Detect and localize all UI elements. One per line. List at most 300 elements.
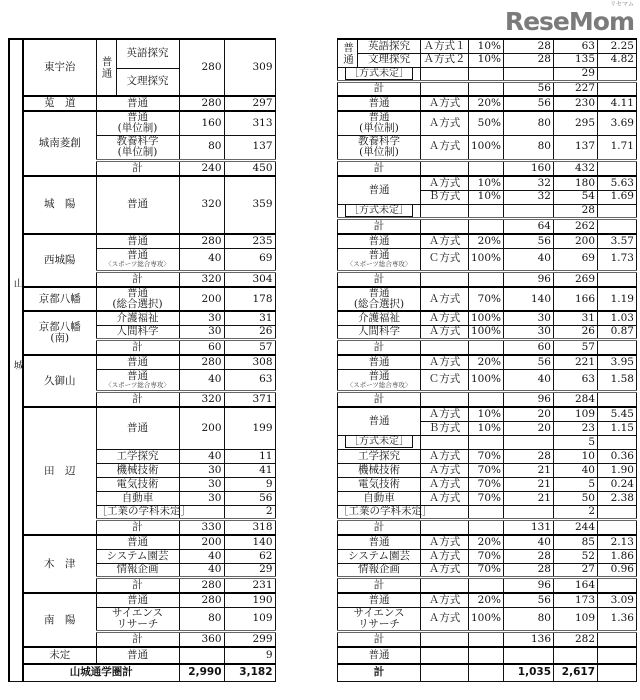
capacity-cell: 28	[504, 39, 554, 53]
school-name	[23, 647, 96, 664]
course-note: 〈スポーツ総合専攻〉	[105, 260, 170, 269]
course-name: 普通	[127, 649, 148, 662]
ratio-cell: 70%	[469, 549, 504, 563]
course-name: ［工業の学科未定］	[96, 505, 191, 518]
course-name: 普通	[368, 183, 390, 196]
method-cell	[421, 435, 469, 449]
capacity-cell: 28	[504, 549, 554, 563]
method-cell	[421, 204, 469, 218]
course-cell	[338, 593, 421, 607]
applicants-cell: 235	[224, 234, 275, 248]
table-row	[338, 563, 637, 577]
course-cell	[338, 535, 421, 549]
multiplier-cell: 0.24	[598, 477, 637, 491]
ratio-cell: 70%	[469, 463, 504, 477]
ratio-cell: 10%	[469, 421, 504, 435]
grand-total-row	[9, 664, 275, 681]
ratio-cell: 70%	[469, 563, 504, 577]
school-name	[23, 176, 96, 234]
course-name: 英語探究	[126, 47, 169, 60]
course-cell	[358, 39, 421, 53]
multiplier-cell: 0.96	[598, 563, 637, 577]
applicants-cell: 221	[554, 355, 598, 369]
course-cell	[96, 593, 179, 607]
table-row	[9, 234, 275, 248]
ratio-cell	[469, 218, 504, 234]
capacity-cell: 280	[179, 355, 224, 369]
method-cell: Ｃ方式	[421, 248, 469, 271]
course-name: 普通	[368, 414, 390, 427]
capacity-cell: 96	[504, 391, 554, 407]
applicants-cell: 2	[554, 505, 598, 519]
multiplier-cell: 4.11	[598, 96, 637, 111]
capacity-cell: 200	[179, 407, 224, 449]
table-row	[338, 593, 637, 607]
capacity-cell: 320	[179, 271, 224, 287]
method-cell: Ａ方式	[421, 311, 469, 325]
method-cell: Ａ方式	[421, 607, 469, 631]
table-row	[338, 491, 637, 505]
applicants-cell: 54	[554, 190, 598, 204]
applicants-cell: 29	[224, 563, 275, 577]
table-row	[338, 607, 637, 631]
school-name-sub: (南)	[50, 332, 70, 345]
capacity-cell: 30	[179, 463, 224, 477]
table-row	[338, 135, 637, 160]
capacity-cell: 30	[179, 491, 224, 505]
ratio-cell: 100%	[469, 369, 504, 391]
course-name: 計	[373, 520, 385, 533]
table-row	[338, 339, 637, 355]
method-cell: Ａ方式	[421, 234, 469, 248]
capacity-cell: 131	[504, 519, 554, 535]
applicants-cell: 11	[224, 449, 275, 463]
capacity-cell: 40	[179, 563, 224, 577]
capacity-cell: 21	[504, 463, 554, 477]
course-cell	[338, 67, 421, 81]
multiplier-cell: 2.38	[598, 491, 637, 505]
applicants-cell: 297	[224, 96, 275, 111]
course-name: 普通	[127, 96, 148, 109]
applicants-cell: 56	[224, 491, 275, 505]
course-cell	[96, 355, 179, 369]
method-cell: Ａ方式	[421, 549, 469, 563]
multiplier-cell: 5.45	[598, 407, 637, 421]
multiplier-cell: 2.25	[598, 39, 637, 53]
capacity-cell: 320	[179, 391, 224, 407]
course-name: サイエンス	[111, 606, 164, 619]
table-row	[338, 369, 637, 391]
course-name: 計	[132, 520, 143, 533]
table-row	[338, 311, 637, 325]
multiplier-cell	[598, 519, 637, 535]
subtotal-label	[96, 391, 179, 407]
school-name-text: 未定	[49, 649, 71, 662]
course-subline: (単位制)	[117, 122, 158, 135]
method-cell: Ａ方式	[421, 135, 469, 160]
region-label: 山城	[9, 39, 23, 681]
course-name: 普通	[368, 249, 390, 262]
grand-total-label: 山城通学圏計	[23, 664, 179, 681]
subtotal-label	[338, 339, 421, 355]
multiplier-cell	[598, 631, 637, 647]
course-cell	[338, 607, 421, 631]
method-cell: Ａ方式	[421, 593, 469, 607]
applicants-cell	[554, 647, 598, 664]
table-row	[338, 477, 637, 491]
table-row	[338, 67, 637, 81]
course-name: 普通	[127, 535, 148, 548]
course-cell	[96, 311, 179, 325]
capacity-cell: 32	[504, 176, 554, 190]
course-name: 情報企画	[358, 563, 400, 576]
course-name: 計	[373, 272, 385, 285]
capacity-cell	[504, 647, 554, 664]
subtotal-label	[96, 339, 179, 355]
multiplier-cell	[598, 67, 637, 81]
course-name: 計	[132, 340, 143, 353]
method-cell: Ａ方式	[421, 463, 469, 477]
applicants-cell: 109	[224, 607, 275, 631]
school-name-text: 木 津	[44, 557, 76, 570]
subtotal-label	[338, 391, 421, 407]
applicants-cell: 295	[554, 111, 598, 135]
school-name	[23, 234, 96, 287]
table-row	[338, 234, 637, 248]
course-name: ［方式未定］	[345, 67, 413, 80]
ratio-cell	[469, 67, 504, 81]
course-cell	[338, 135, 421, 160]
course-name: 普通	[127, 421, 148, 434]
subtotal-label	[338, 81, 421, 96]
course-name: 電気技術	[116, 477, 159, 490]
ratio-cell	[469, 577, 504, 593]
ratio-cell	[469, 339, 504, 355]
grand-total-applicants: 2,617	[554, 664, 598, 681]
course-cell	[338, 111, 421, 135]
course-cell	[96, 96, 179, 111]
table-row	[9, 39, 275, 68]
ratio-cell	[469, 160, 504, 176]
applicants-cell: 63	[554, 369, 598, 391]
table-row	[338, 271, 637, 287]
capacity-cell: 280	[179, 96, 224, 111]
school-name-text: 城 陽	[44, 198, 76, 211]
table-row	[338, 577, 637, 593]
capacity-cell	[504, 435, 554, 449]
course-note: 〈スポーツ総合専攻〉	[346, 260, 412, 269]
course-cell	[96, 647, 179, 664]
method-cell	[421, 67, 469, 81]
applicants-cell: 26	[224, 325, 275, 339]
table-row	[338, 204, 637, 218]
capacity-cell: 330	[179, 519, 224, 535]
multiplier-cell: 3.69	[598, 111, 637, 135]
course-cell	[96, 325, 179, 339]
capacity-cell: 240	[179, 160, 224, 176]
course-cell	[116, 68, 179, 96]
applicants-cell: 10	[554, 449, 598, 463]
method-cell	[421, 577, 469, 593]
course-name: 計	[373, 392, 385, 405]
course-name: 計	[373, 340, 385, 353]
ratio-cell: 10%	[469, 190, 504, 204]
applicants-cell: 371	[224, 391, 275, 407]
table-row	[338, 549, 637, 563]
applicants-cell: 166	[554, 287, 598, 311]
capacity-cell: 40	[179, 369, 224, 391]
course-name: サイエンス	[353, 606, 405, 619]
ratio-cell	[469, 519, 504, 535]
method-cell: Ａ方式	[421, 287, 469, 311]
table-row	[338, 248, 637, 271]
course-name: 人間科学	[358, 325, 400, 338]
ratio-cell: 70%	[469, 491, 504, 505]
multiplier-cell	[598, 647, 637, 664]
ratio-cell: 100%	[469, 135, 504, 160]
capacity-cell: 30	[179, 477, 224, 491]
school-name	[23, 111, 96, 176]
course-cell	[338, 176, 421, 204]
course-cell	[338, 369, 421, 391]
capacity-cell: 140	[504, 287, 554, 311]
capacity-cell: 28	[504, 449, 554, 463]
applicants-cell: 284	[554, 391, 598, 407]
course-cell	[338, 287, 421, 311]
table-row	[338, 449, 637, 463]
applicants-cell: 31	[554, 311, 598, 325]
course-name: 自動車	[121, 491, 154, 504]
method-cell	[421, 339, 469, 355]
method-cell	[421, 519, 469, 535]
table-row	[9, 111, 275, 135]
capacity-cell: 40	[504, 248, 554, 271]
table-row	[338, 435, 637, 449]
ratio-cell: 70%	[469, 477, 504, 491]
multiplier-cell: 0.36	[598, 449, 637, 463]
course-name: 普通	[368, 593, 390, 606]
method-cell: Ａ方式	[421, 535, 469, 549]
right-table-admissions	[337, 38, 637, 682]
applicants-cell: 52	[554, 549, 598, 563]
table-row	[338, 407, 637, 421]
capacity-cell: 30	[504, 325, 554, 339]
course-cell	[338, 234, 421, 248]
capacity-cell: 20	[504, 421, 554, 435]
multiplier-cell: 1.71	[598, 135, 637, 160]
school-name	[23, 287, 96, 311]
capacity-cell: 200	[179, 535, 224, 549]
course-cell	[338, 647, 421, 664]
course-cell	[338, 463, 421, 477]
table-row	[338, 81, 637, 96]
course-cell	[96, 505, 191, 519]
capacity-cell	[179, 647, 224, 664]
applicants-cell: 62	[224, 549, 275, 563]
course-cell	[338, 449, 421, 463]
course-name: ［方式未定］	[345, 435, 413, 448]
applicants-cell: 109	[554, 607, 598, 631]
applicants-cell: 69	[554, 248, 598, 271]
method-cell: Ａ方式	[421, 407, 469, 421]
capacity-cell: 200	[179, 287, 224, 311]
course-name: ［方式未定］	[345, 204, 413, 217]
ratio-cell: 20%	[469, 234, 504, 248]
applicants-cell: 269	[554, 271, 598, 287]
multiplier-cell: 5.63	[598, 176, 637, 190]
method-cell	[421, 391, 469, 407]
capacity-cell: 20	[504, 407, 554, 421]
ratio-cell: 10%	[469, 407, 504, 421]
applicants-cell: 313	[224, 111, 275, 135]
subtotal-label	[338, 271, 421, 287]
ratio-cell	[469, 271, 504, 287]
course-name: 普通	[127, 111, 148, 124]
method-cell: Ａ方式	[421, 449, 469, 463]
subtotal-label	[96, 160, 179, 176]
ratio-cell	[469, 505, 504, 519]
method-cell: Ａ方式	[421, 96, 469, 111]
course-cell	[96, 407, 179, 449]
capacity-cell: 40	[504, 535, 554, 549]
capacity-cell: 56	[504, 355, 554, 369]
capacity-cell: 40	[504, 369, 554, 391]
grand-total-multiplier	[598, 664, 637, 681]
course-name: 計	[373, 219, 385, 232]
capacity-cell: 160	[179, 111, 224, 135]
table-row	[9, 647, 275, 664]
course-cell	[96, 111, 179, 135]
applicants-cell: 178	[224, 287, 275, 311]
school-name-text: 城南菱創	[38, 136, 81, 149]
course-note: 〈スポーツ総合専攻〉	[105, 380, 170, 389]
table-row	[338, 535, 637, 549]
applicants-cell: 57	[554, 339, 598, 355]
table-row	[9, 96, 275, 111]
table-row	[338, 176, 637, 190]
course-name: 電気技術	[358, 477, 400, 490]
applicants-cell: 230	[554, 96, 598, 111]
table-row	[338, 519, 637, 535]
capacity-cell: 136	[504, 631, 554, 647]
course-name: 計	[373, 161, 385, 174]
multiplier-cell: 3.09	[598, 593, 637, 607]
course-name: 計	[132, 632, 143, 645]
course-cell	[358, 53, 421, 67]
table-row	[9, 311, 275, 325]
multiplier-cell	[598, 204, 637, 218]
capacity-cell: 56	[504, 96, 554, 111]
applicants-cell: 432	[554, 160, 598, 176]
course-subline: リサーチ	[116, 617, 159, 630]
table-row	[338, 111, 637, 135]
capacity-cell: 56	[504, 234, 554, 248]
multiplier-cell: 0.87	[598, 325, 637, 339]
course-cell	[338, 355, 421, 369]
table-row	[338, 96, 637, 111]
capacity-cell: 40	[179, 449, 224, 463]
course-cell	[96, 176, 179, 234]
table-row	[9, 593, 275, 607]
multiplier-cell	[598, 218, 637, 234]
course-cell	[338, 96, 421, 111]
capacity-cell: 96	[504, 271, 554, 287]
capacity-cell: 64	[504, 218, 554, 234]
course-name: 普通	[368, 649, 390, 662]
method-cell: Ａ方式	[421, 491, 469, 505]
applicants-cell: 231	[224, 577, 275, 593]
method-cell	[421, 647, 469, 664]
course-name: 普通	[368, 355, 390, 368]
course-subline: リサーチ	[358, 617, 400, 630]
course-cell	[96, 449, 179, 463]
school-name	[23, 535, 96, 593]
multiplier-cell: 1.69	[598, 190, 637, 204]
applicants-cell: 173	[554, 593, 598, 607]
course-cell	[338, 435, 421, 449]
course-name: 情報企画	[116, 563, 159, 576]
ratio-cell	[469, 435, 504, 449]
grand-total-capacity: 2,990	[179, 664, 224, 681]
capacity-cell	[504, 505, 554, 519]
course-name: 普通	[368, 535, 390, 548]
course-name: 普通	[127, 593, 148, 606]
course-name: 普通	[368, 234, 390, 247]
left-table-admissions	[8, 38, 276, 682]
table-row	[9, 407, 275, 449]
applicants-cell: 50	[554, 491, 598, 505]
ratio-cell	[469, 81, 504, 96]
course-name: システム園芸	[106, 549, 169, 562]
applicants-cell: 135	[554, 53, 598, 67]
course-subline: (単位制)	[359, 146, 399, 158]
course-cell	[96, 607, 179, 631]
course-group: 普通	[96, 39, 116, 96]
school-name-text: 田 辺	[44, 464, 76, 477]
school-name-text: 東宇治	[44, 60, 76, 73]
course-subline: (単位制)	[117, 146, 158, 158]
applicants-cell: 200	[554, 234, 598, 248]
school-name	[23, 96, 96, 111]
applicants-cell: 40	[554, 463, 598, 477]
method-cell: Ａ方式	[421, 477, 469, 491]
table-row	[338, 287, 637, 311]
grand-total-row	[338, 664, 637, 681]
subtotal-label	[96, 271, 179, 287]
capacity-cell: 40	[179, 248, 224, 271]
applicants-cell: 9	[224, 477, 275, 491]
applicants-cell: 359	[224, 176, 275, 234]
course-cell	[338, 477, 421, 491]
table-row	[9, 535, 275, 549]
school-name	[23, 311, 96, 355]
capacity-cell: 280	[179, 39, 224, 96]
capacity-cell: 30	[504, 311, 554, 325]
ratio-cell: 70%	[469, 449, 504, 463]
applicants-cell: 27	[554, 563, 598, 577]
ratio-cell	[469, 647, 504, 664]
course-name: 計	[132, 578, 143, 591]
course-cell	[338, 407, 421, 435]
applicants-cell: 5	[554, 477, 598, 491]
ratio-cell: 100%	[469, 607, 504, 631]
capacity-cell: 21	[504, 491, 554, 505]
capacity-cell: 280	[179, 234, 224, 248]
school-name-text: 南 陽	[44, 613, 76, 626]
school-name	[23, 593, 96, 647]
ratio-cell: 20%	[469, 355, 504, 369]
course-note: 〈スポーツ総合専攻〉	[346, 380, 412, 389]
